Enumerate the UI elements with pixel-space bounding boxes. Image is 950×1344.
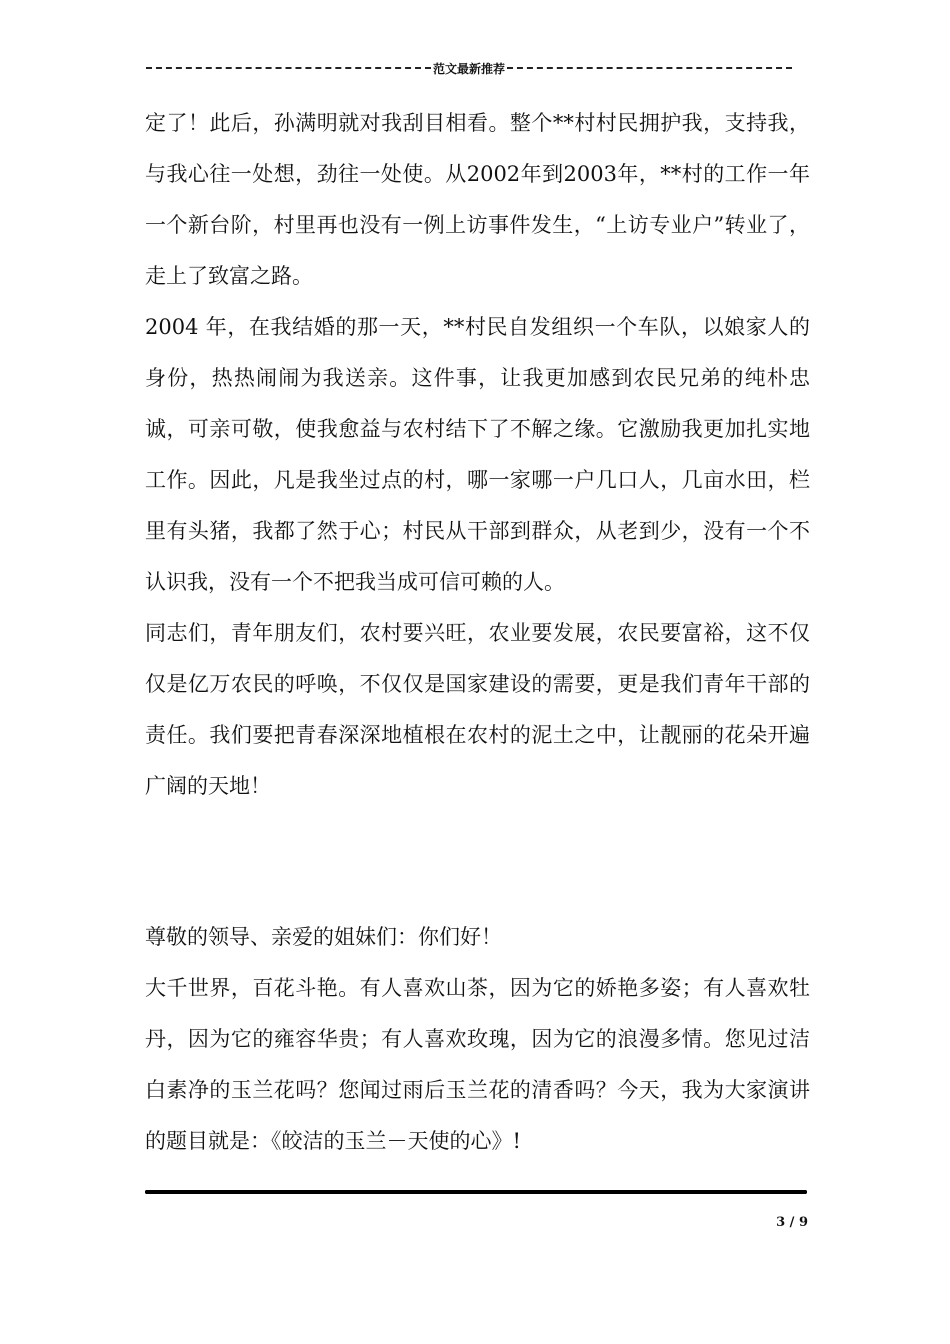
page-number: 3 / 9 bbox=[776, 1215, 808, 1230]
document-body bbox=[145, 98, 810, 1167]
paragraph: 定了！此后，孙满明就对我刮目相看。整个**村村民拥护我，支持我，与我心往一处想，劲往一处使。从2002年到2003年，**村的工作一年一个新台阶，村里再也没有一例上访事件发生，“上访专业户”转业了，走上了致富之路。 bbox=[145, 111, 810, 288]
section-gap bbox=[145, 812, 810, 912]
header-dashes-right bbox=[507, 67, 792, 69]
page-header bbox=[146, 58, 792, 78]
paragraph: 2004 年，在我结婚的那一天，**村民自发组织一个车队，以娘家人的身份，热热闹闹为我送亲。这件事，让我更加感到农民兄弟的纯朴忠诚，可亲可敬，使我愈益与农村结下了不解之缘。它激励我更加扎实地工作。因此，凡是我坐过点的村，哪一家哪一户几口人，几亩水田，栏里有头猪，我都了然于心；村民从干部到群众，从老到少，没有一个不认识我，没有一个不把我当成可信可赖的人。 bbox=[145, 315, 810, 594]
header-title: 范文最新推荐 bbox=[433, 61, 506, 76]
paragraph: 同志们，青年朋友们，农村要兴旺，农业要发展，农民要富裕，这不仅仅是亿万农民的呼唤，不仅仅是国家建设的需要，更是我们青年干部的责任。我们要把青春深深地植根在农村的泥土之中，让靓丽的花朵开遍广阔的天地！ bbox=[145, 621, 810, 798]
footer-rule bbox=[145, 1189, 807, 1195]
paragraph: 大千世界，百花斗艳。有人喜欢山茶，因为它的娇艳多姿；有人喜欢牡丹，因为它的雍容华贵；有人喜欢玫瑰，因为它的浪漫多情。您见过洁白素净的玉兰花吗？您闻过雨后玉兰花的清香吗？今天，我为大家演讲的题目就是：《皎洁的玉兰－天使的心》! bbox=[145, 976, 810, 1153]
header-dashes-left bbox=[146, 67, 431, 69]
salutation: 尊敬的领导、亲爱的姐妹们：你们好！ bbox=[145, 925, 502, 949]
